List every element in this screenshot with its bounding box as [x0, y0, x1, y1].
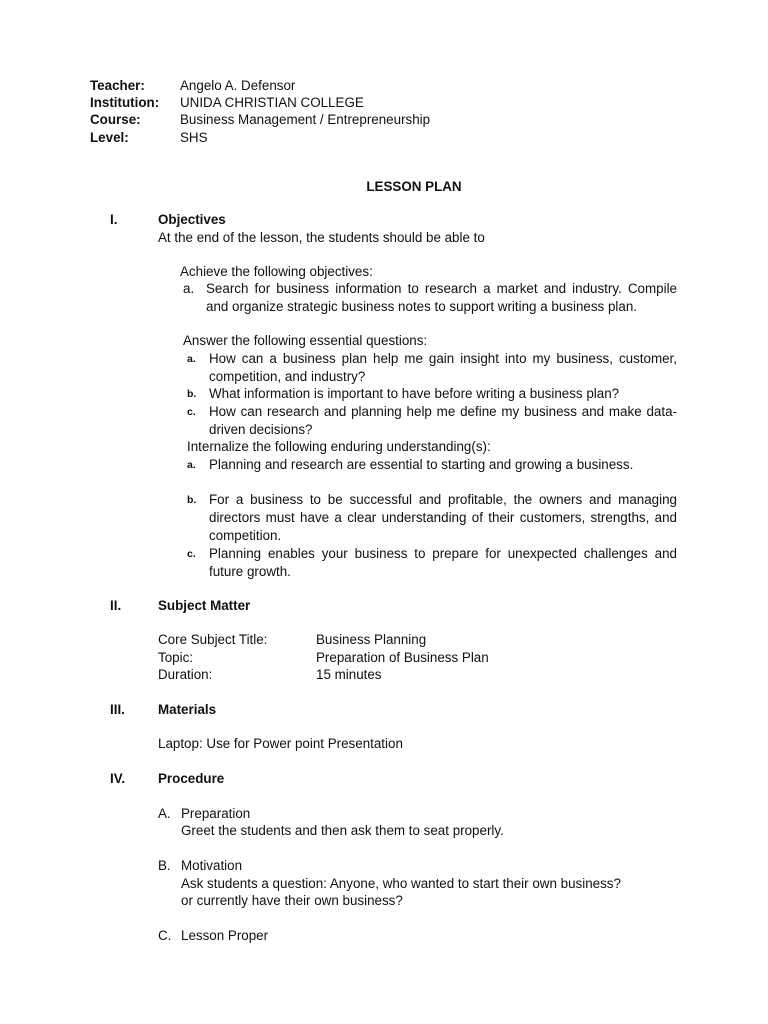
understanding-label: Internalize the following enduring understanding(s): — [187, 439, 491, 454]
questions-label: Answer the following essential questions: — [183, 333, 428, 348]
topic-label: Topic: — [158, 650, 193, 665]
institution-label: Institution: — [90, 95, 160, 110]
institution-value: UNIDA CHRISTIAN COLLEGE — [180, 95, 364, 110]
course-value: Business Management / Entrepreneurship — [180, 112, 431, 127]
duration-label: Duration: — [158, 667, 213, 682]
procedure-numeral: IV. — [110, 771, 126, 786]
understanding-item-b-marker: b. — [187, 494, 197, 506]
level-label: Level: — [90, 130, 129, 145]
understanding-item-c-text: Planning enables your business to prepare for unexpected challenges and future growth. — [209, 546, 677, 579]
question-item-a-text: How can a business plan help me gain insight into my business, customer, competition, and industry? — [209, 351, 677, 384]
procedure-a-marker: A. — [158, 806, 171, 821]
question-item-c-marker: c. — [187, 406, 196, 418]
question-item-a — [187, 350, 677, 386]
question-item-a-marker: a. — [187, 353, 196, 365]
core-subject-value: Business Planning — [316, 632, 427, 647]
materials-heading: Materials — [158, 702, 217, 717]
procedure-b-text-1: Ask students a question: Anyone, who wanted to start their own business? — [181, 876, 621, 891]
question-item-b — [187, 385, 677, 403]
procedure-c-title: Lesson Proper — [181, 928, 269, 943]
teacher-value: Angelo A. Defensor — [180, 78, 296, 93]
procedure-b-title: Motivation — [181, 858, 243, 873]
understanding-item-b-text: For a business to be successful and profitable, the owners and managing directors must have a clear understanding of their customers, strengths, and competition. — [209, 492, 677, 543]
achieve-item-a-marker: a. — [183, 281, 195, 296]
objectives-intro: At the end of the lesson, the students should be able to — [158, 230, 485, 245]
course-label: Course: — [90, 112, 141, 127]
subject-matter-heading: Subject Matter — [158, 598, 251, 613]
achieve-label: Achieve the following objectives: — [180, 264, 373, 279]
understanding-item-a-marker: a. — [187, 459, 196, 471]
achieve-item-a-text: Search for business information to research a market and industry. Compile and organize strategic business notes to support writing a business plan. — [206, 281, 677, 314]
duration-value: 15 minutes — [316, 667, 382, 682]
core-subject-label: Core Subject Title: — [158, 632, 268, 647]
procedure-a-text: Greet the students and then ask them to seat properly. — [181, 823, 504, 838]
procedure-a-title: Preparation — [181, 806, 251, 821]
teacher-label: Teacher: — [90, 78, 145, 93]
procedure-heading: Procedure — [158, 771, 225, 786]
question-item-b-text: What information is important to have before writing a business plan? — [209, 386, 620, 401]
question-item-c-text: How can research and planning help me define my business and make data-driven decisions? — [209, 404, 677, 437]
understanding-item-b — [187, 491, 677, 544]
understanding-item-c — [187, 545, 677, 581]
understanding-item-a-text: Planning and research are essential to starting and growing a business. — [209, 457, 634, 472]
understanding-item-c-marker: c. — [187, 548, 196, 560]
materials-text: Laptop: Use for Power point Presentation — [158, 736, 403, 751]
objectives-numeral: I. — [110, 212, 118, 227]
topic-value: Preparation of Business Plan — [316, 650, 489, 665]
procedure-b-text-2: or currently have their own business? — [181, 893, 403, 908]
procedure-b-marker: B. — [158, 858, 171, 873]
question-item-c — [187, 403, 677, 439]
objectives-heading: Objectives — [158, 212, 226, 227]
procedure-c-marker: C. — [158, 928, 172, 943]
achieve-item-a — [183, 280, 677, 316]
understanding-item-a — [187, 456, 677, 474]
subject-matter-numeral: II. — [110, 598, 122, 613]
materials-numeral: III. — [110, 702, 125, 717]
page-title: LESSON PLAN — [366, 179, 462, 194]
level-value: SHS — [180, 130, 208, 145]
question-item-b-marker: b. — [187, 388, 197, 400]
